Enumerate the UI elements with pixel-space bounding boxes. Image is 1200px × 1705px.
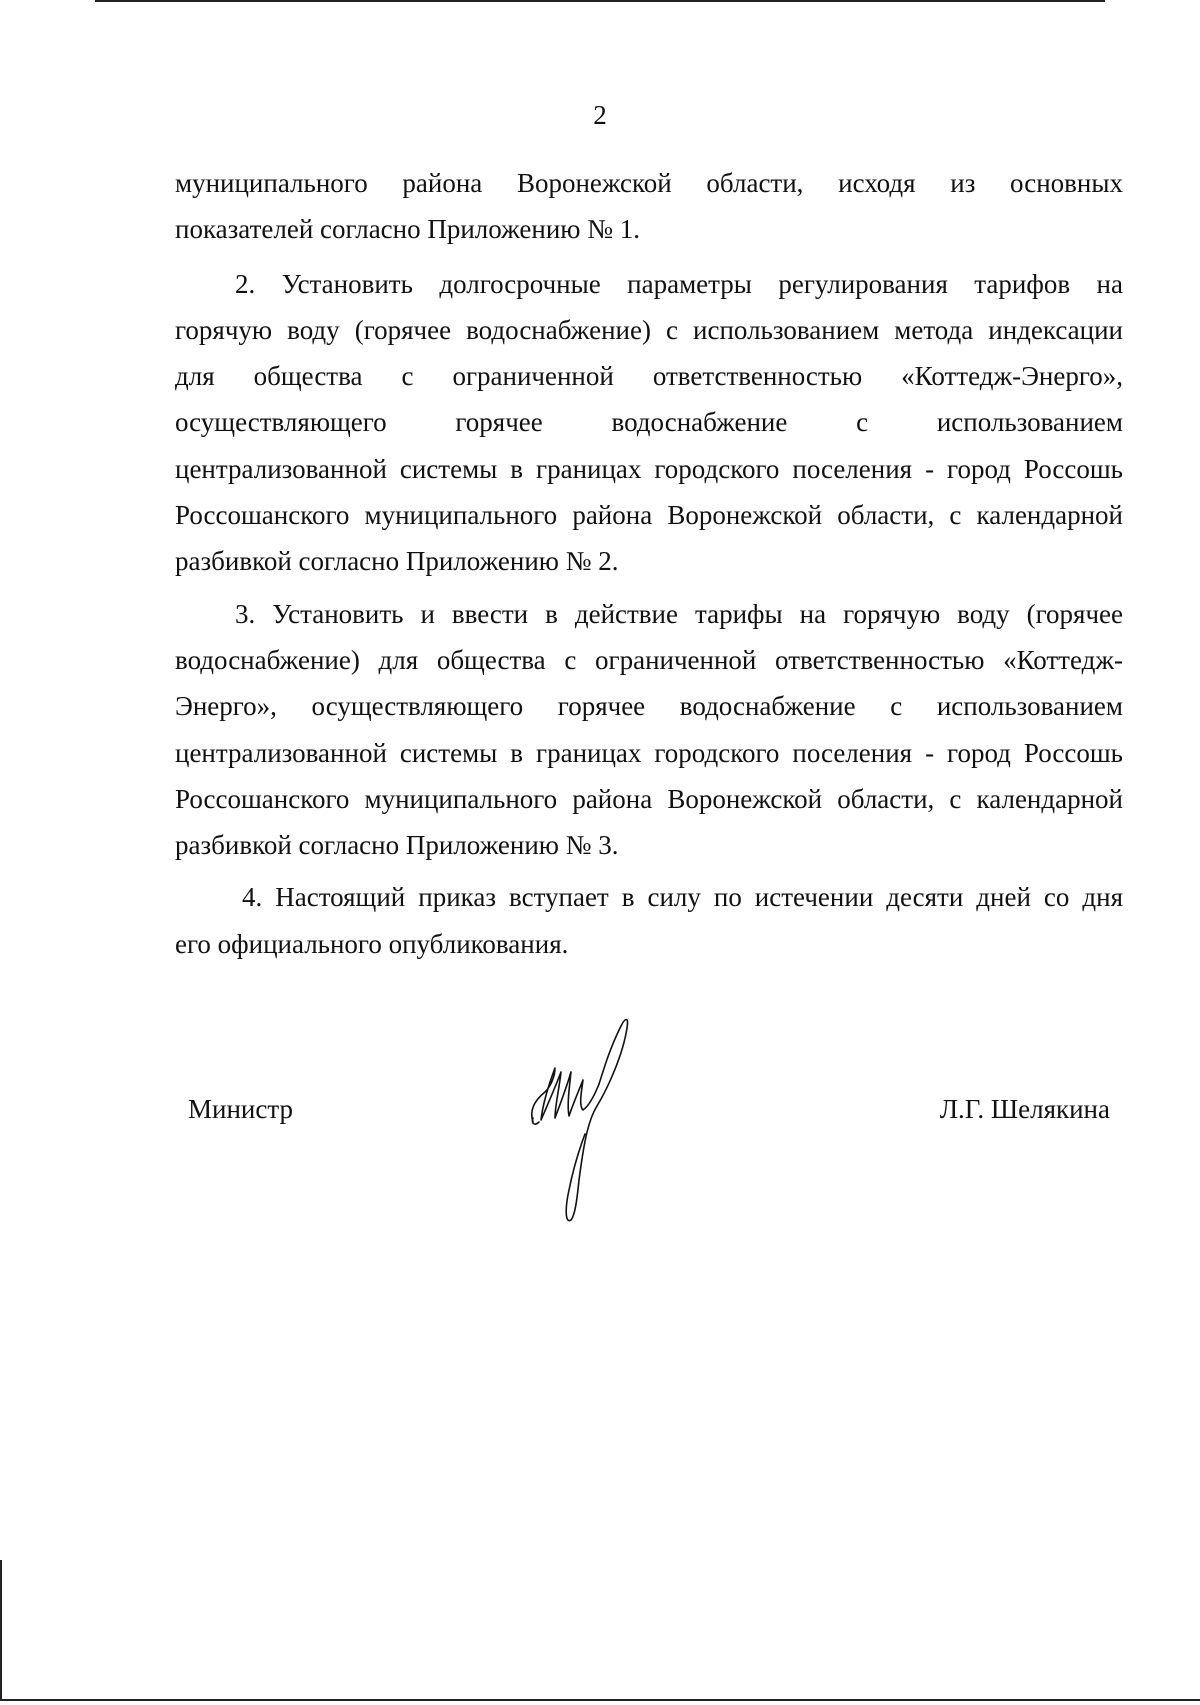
page-number: 2 bbox=[593, 100, 607, 130]
scan-left-edge bbox=[0, 1560, 2, 1700]
text-line: централизованной системы в границах городского поселения - город Россошь bbox=[175, 737, 1123, 768]
paragraph-3 bbox=[175, 591, 1123, 869]
signatory-name: Л.Г. Шелякина bbox=[939, 1094, 1110, 1124]
paragraph-1 bbox=[175, 160, 1123, 253]
signatory-title: Министр bbox=[188, 1094, 293, 1124]
text-line: 2. Установить долгосрочные параметры регулирования тарифов на bbox=[235, 268, 1123, 299]
text-line: показателей согласно Приложению № 1. bbox=[175, 214, 640, 245]
text-line: горячую воду (горячее водоснабжение) с использованием метода индексации bbox=[175, 314, 1123, 345]
paragraph-4 bbox=[175, 874, 1123, 967]
text-line: централизованной системы в границах городского поселения - город Россошь bbox=[175, 453, 1123, 484]
scan-top-edge bbox=[95, 0, 1105, 2]
text-line: для общества с ограниченной ответственностью «Коттедж-Энерго», bbox=[175, 361, 1123, 392]
text-line: водоснабжение) для общества с ограниченной ответственностью «Коттедж- bbox=[175, 644, 1123, 675]
text-line: осуществляющего горячее водоснабжение с использованием bbox=[175, 407, 1123, 438]
text-line: муниципального района Воронежской области, исходя из основных bbox=[175, 168, 1123, 198]
handwritten-signature bbox=[525, 1010, 655, 1225]
text-line: разбивкой согласно Приложению № 3. bbox=[175, 830, 619, 861]
text-line: Россошанского муниципального района Воронежской области, с календарной bbox=[175, 500, 1123, 531]
scan-bottom-edge bbox=[0, 1699, 1200, 1701]
text-line: Россошанского муниципального района Воронежской области, с календарной bbox=[175, 783, 1123, 814]
text-line: его официального опубликования. bbox=[175, 928, 569, 959]
text-line: 3. Установить и ввести в действие тарифы на горячую воду (горячее bbox=[235, 598, 1123, 629]
paragraph-2 bbox=[175, 261, 1123, 585]
text-line: разбивкой согласно Приложению № 2. bbox=[175, 546, 619, 577]
document-body bbox=[175, 160, 1123, 973]
text-line: Энерго», осуществляющего горячее водоснабжение с использованием bbox=[175, 691, 1123, 722]
text-line: 4. Настоящий приказ вступает в силу по истечении десяти дней со дня bbox=[242, 882, 1123, 913]
